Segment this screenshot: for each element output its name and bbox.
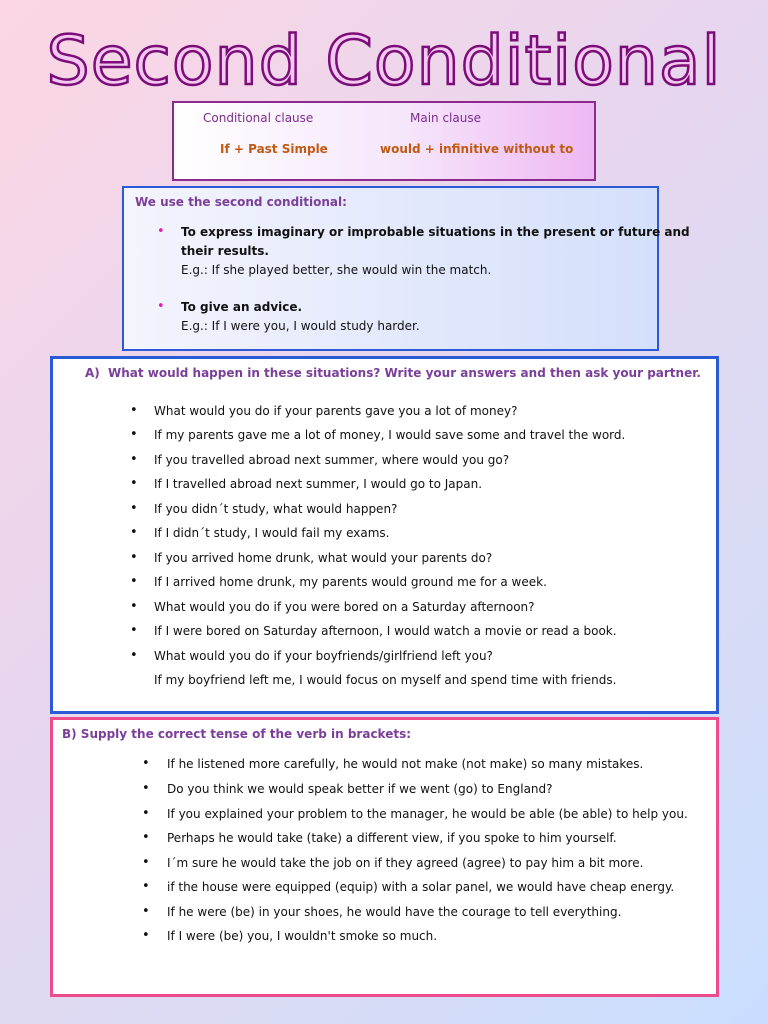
exercise-b-item: I´m sure he would take the job on if they agreed (agree) to pay him a bit more. [167, 856, 644, 870]
bullet-icon: • [130, 574, 138, 589]
exercise-a-item: If you arrived home drunk, what would your parents do? [154, 551, 493, 565]
exercise-a-item: If I arrived home drunk, my parents would ground me for a week. [154, 575, 547, 589]
bullet-icon: • [130, 648, 138, 663]
usage-box [122, 186, 690, 351]
bullet-icon: • [142, 781, 150, 796]
usage-item-2-example: E.g.: If I were you, I would study harder. [181, 319, 420, 333]
bullet-icon: • [142, 904, 150, 919]
bullet-icon: • [130, 501, 138, 516]
bullet-icon: • [130, 623, 138, 638]
page-title: Second Conditional [46, 22, 722, 101]
exercise-a-item: If I didn´t study, I would fail my exams. [154, 526, 390, 540]
exercise-b-box [50, 717, 719, 997]
usage-item-1-line1: To express imaginary or improbable situations in the present or future and [181, 225, 690, 239]
exercise-b-item: Perhaps he would take (take) a different view, if you spoke to him yourself. [167, 831, 617, 845]
exercise-b-item: If I were (be) you, I wouldn't smoke so much. [167, 929, 438, 943]
bullet-icon: • [130, 525, 138, 540]
exercise-a-marker: A) [85, 366, 100, 380]
bullet-icon: • [157, 299, 165, 314]
exercise-a-item: What would you do if your parents gave you a lot of money? [154, 404, 518, 418]
exercise-b-item: if the house were equipped (equip) with a solar panel, we would have cheap energy. [167, 880, 675, 894]
exercise-a-item: What would you do if your boyfriends/girlfriend left you? [154, 649, 493, 663]
exercise-b-item: If you explained your problem to the manager, he would be able (be able) to help you. [167, 807, 688, 821]
bullet-icon: • [130, 599, 138, 614]
exercise-a-box [50, 356, 719, 714]
bullet-icon: • [142, 928, 150, 943]
main-clause-label: Main clause [410, 111, 481, 125]
conditional-clause-label: Conditional clause [203, 111, 314, 125]
bullet-icon: • [157, 224, 165, 239]
exercise-b-item: Do you think we would speak better if we went (go) to England? [167, 782, 553, 796]
usage-item-2-line1: To give an advice. [181, 300, 303, 314]
bullet-icon: • [142, 855, 150, 870]
usage-item-1-example: E.g.: If she played better, she would win the match. [181, 263, 492, 277]
bullet-icon: • [130, 550, 138, 565]
exercise-a-item: If I travelled abroad next summer, I would go to Japan. [154, 477, 483, 491]
usage-heading: We use the second conditional: [135, 195, 347, 209]
bullet-icon: • [142, 806, 150, 821]
exercise-a-item: If you travelled abroad next summer, where would you go? [154, 453, 510, 467]
bullet-icon: • [142, 879, 150, 894]
usage-item-1-line2: their results. [181, 244, 269, 258]
conditional-clause-form: If + Past Simple [220, 142, 328, 156]
exercise-b-item: If he listened more carefully, he would not make (not make) so many mistakes. [167, 757, 644, 771]
bullet-icon: • [130, 476, 138, 491]
exercise-b-heading: B) Supply the correct tense of the verb in brackets: [62, 727, 412, 741]
bullet-icon: • [130, 403, 138, 418]
bullet-icon: • [130, 427, 138, 442]
exercise-a-item: What would you do if you were bored on a Saturday afternoon? [154, 600, 535, 614]
bullet-icon: • [130, 452, 138, 467]
exercise-a-item: If you didn´t study, what would happen? [154, 502, 398, 516]
bullet-icon: • [142, 756, 150, 771]
exercise-a-item: If my parents gave me a lot of money, I would save some and travel the word. [154, 428, 626, 442]
exercise-a-heading: What would happen in these situations? Write your answers and then ask your partner. [108, 366, 701, 380]
main-clause-form: would + infinitive without to [380, 142, 574, 156]
exercise-a-item: If I were bored on Saturday afternoon, I would watch a movie or read a book. [154, 624, 617, 638]
exercise-b-item: If he were (be) in your shoes, he would have the courage to tell everything. [167, 905, 622, 919]
formula-box [172, 101, 596, 181]
exercise-a-item: If my boyfriend left me, I would focus on myself and spend time with friends. [154, 673, 617, 687]
bullet-icon: • [142, 830, 150, 845]
